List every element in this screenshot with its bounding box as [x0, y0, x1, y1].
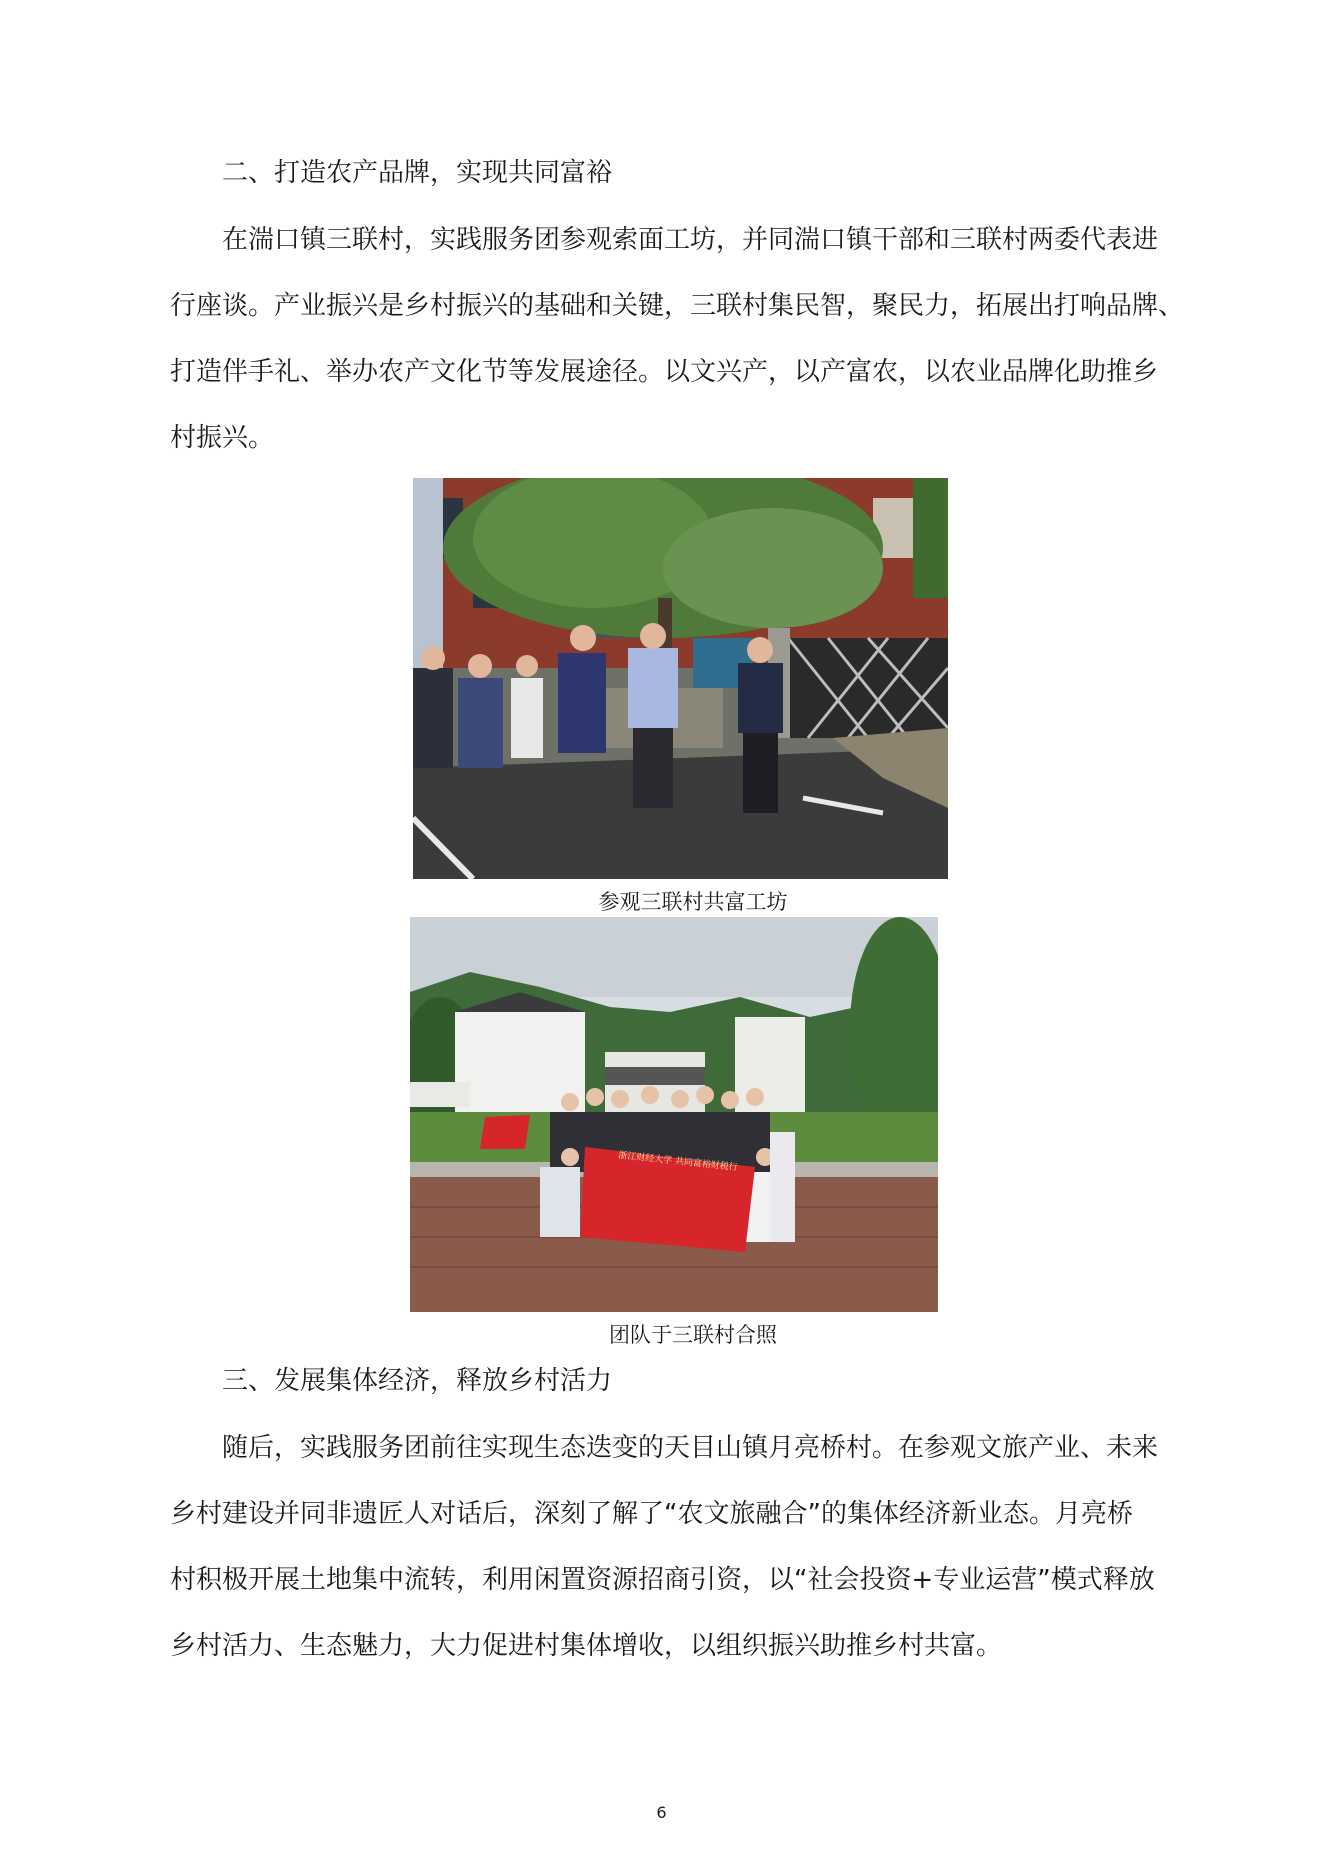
paragraph-line: 打造伴手礼、举办农产文化节等发展途径。以文兴产，以产富农，以农业品牌化助推乡 [170, 357, 1159, 387]
banner-text: 浙江财经大学 共同富裕财税行 [617, 1150, 739, 1174]
page-number: 6 [656, 1803, 667, 1822]
paragraph-line: 村振兴。 [170, 423, 275, 453]
paragraph-line: 随后，实践服务团前往实现生态迭变的天目山镇月亮桥村。在参观文旅产业、未来 [222, 1433, 1159, 1463]
paragraph-line: 行座谈。产业振兴是乡村振兴的基础和关键，三联村集民智，聚民力，拓展出打响品牌、 [170, 291, 1185, 321]
paragraph-line: 村积极开展土地集中流转，利用闲置资源招商引资，以“社会投资+专业运营”模式释放 [170, 1565, 1155, 1595]
paragraph-line: 乡村活力、生态魅力，大力促进村集体增收，以组织振兴助推乡村共富。 [170, 1631, 1003, 1661]
section-heading-2: 二、打造农产品牌，实现共同富裕 [222, 158, 613, 188]
figure-caption: 参观三联村共富工坊 [598, 890, 788, 914]
photo-visiting-workshop [413, 478, 948, 879]
paragraph-line: 乡村建设并同非遗匠人对话后，深刻了解了“农文旅融合”的集体经济新业态。月亮桥 [170, 1499, 1133, 1529]
figure-caption: 团队于三联村合照 [609, 1323, 777, 1347]
paragraph-line: 在湍口镇三联村，实践服务团参观索面工坊，并同湍口镇干部和三联村两委代表进 [222, 225, 1159, 255]
photo-team-group [410, 917, 938, 1312]
section-heading-3: 三、发展集体经济，释放乡村活力 [222, 1366, 613, 1396]
